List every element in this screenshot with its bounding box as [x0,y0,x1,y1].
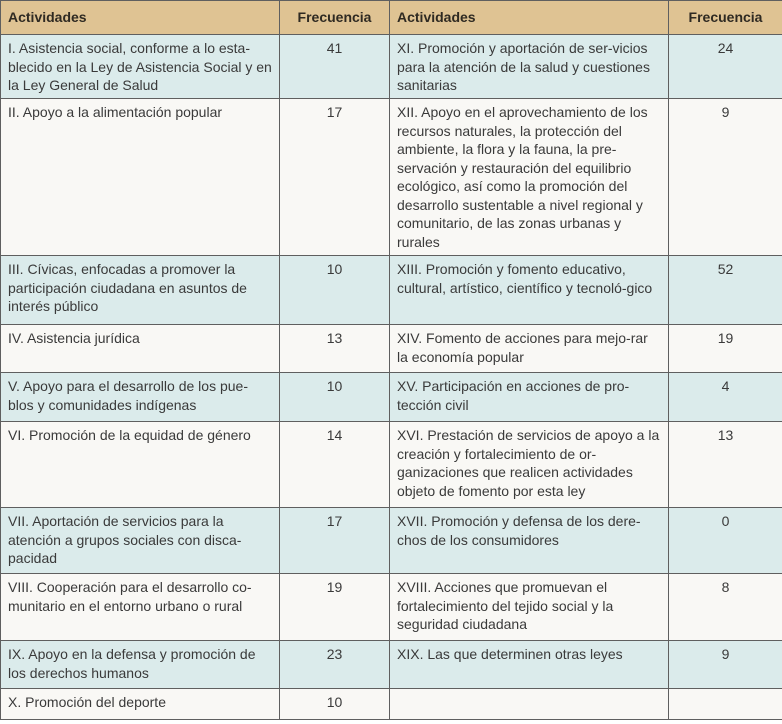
right-activity-cell: XV. Participación en acciones de pro-tección civil [390,373,669,422]
left-activity-cell: III. Cívicas, enfocadas a promover la participación ciudadana en asuntos de interés público [1,256,280,325]
left-frequency-cell: 17 [280,99,390,256]
right-frequency-cell: 4 [669,373,782,422]
right-activity-cell [390,689,669,720]
right-frequency-cell [669,689,782,720]
right-activity-cell: XII. Apoyo en el aprovechamiento de los recursos naturales, la protección del ambiente, la flora y la fauna, la pre-servación y restauración del equilibrio ecológico, así como la promoción del desarrollo sustentable a nivel regional y comunitario, de las zonas urbanas y rurales [390,99,669,256]
left-frequency-cell: 10 [280,256,390,325]
left-activity-cell: X. Promoción del deporte [1,689,280,720]
left-frequency-cell: 41 [280,35,390,99]
table-row [1,256,782,325]
left-activity-cell: IX. Apoyo en la defensa y promoción de los derechos humanos [1,641,280,689]
right-frequency-cell: 52 [669,256,782,325]
right-activity-cell: XI. Promoción y aportación de ser-vicios para la atención de la salud y cuestiones sanitarias [390,35,669,99]
header-frequency-right: Frecuencia [669,1,782,35]
right-frequency-cell: 9 [669,641,782,689]
left-activity-cell: VII. Aportación de servicios para la atención a grupos sociales con disca-pacidad [1,508,280,574]
table-header-row [1,1,782,35]
table-row [1,422,782,508]
table-row [1,373,782,422]
right-frequency-cell: 8 [669,574,782,641]
header-frequency-left: Frecuencia [280,1,390,35]
right-activity-cell: XIX. Las que determinen otras leyes [390,641,669,689]
left-frequency-cell: 19 [280,574,390,641]
table-row [1,689,782,720]
right-activity-cell: XVII. Promoción y defensa de los dere-chos de los consumidores [390,508,669,574]
right-frequency-cell: 19 [669,325,782,373]
table-row [1,641,782,689]
right-frequency-cell: 0 [669,508,782,574]
table-row [1,35,782,99]
header-activities-left: Actividades [1,1,280,35]
table-row [1,325,782,373]
left-activity-cell: V. Apoyo para el desarrollo de los pue-blos y comunidades indígenas [1,373,280,422]
left-frequency-cell: 10 [280,373,390,422]
right-frequency-cell: 13 [669,422,782,508]
header-activities-right: Actividades [390,1,669,35]
left-frequency-cell: 17 [280,508,390,574]
left-frequency-cell: 14 [280,422,390,508]
left-frequency-cell: 13 [280,325,390,373]
right-activity-cell: XVI. Prestación de servicios de apoyo a la creación y fortalecimiento de or-ganizaciones que realicen actividades objeto de fomento por esta ley [390,422,669,508]
left-frequency-cell: 23 [280,641,390,689]
table-row [1,99,782,256]
table-row [1,574,782,641]
left-frequency-cell: 10 [280,689,390,720]
right-frequency-cell: 9 [669,99,782,256]
left-activity-cell: II. Apoyo a la alimentación popular [1,99,280,256]
left-activity-cell: VI. Promoción de la equidad de género [1,422,280,508]
table-row [1,508,782,574]
left-activity-cell: VIII. Cooperación para el desarrollo co-munitario en el entorno urbano o rural [1,574,280,641]
right-activity-cell: XVIII. Acciones que promuevan el fortalecimiento del tejido social y la seguridad ciudadana [390,574,669,641]
left-activity-cell: IV. Asistencia jurídica [1,325,280,373]
left-activity-cell: I. Asistencia social, conforme a lo esta-blecido en la Ley de Asistencia Social y en la Ley General de Salud [1,35,280,99]
right-activity-cell: XIV. Fomento de acciones para mejo-rar la economía popular [390,325,669,373]
right-activity-cell: XIII. Promoción y fomento educativo, cultural, artístico, científico y tecnoló-gico [390,256,669,325]
right-frequency-cell: 24 [669,35,782,99]
